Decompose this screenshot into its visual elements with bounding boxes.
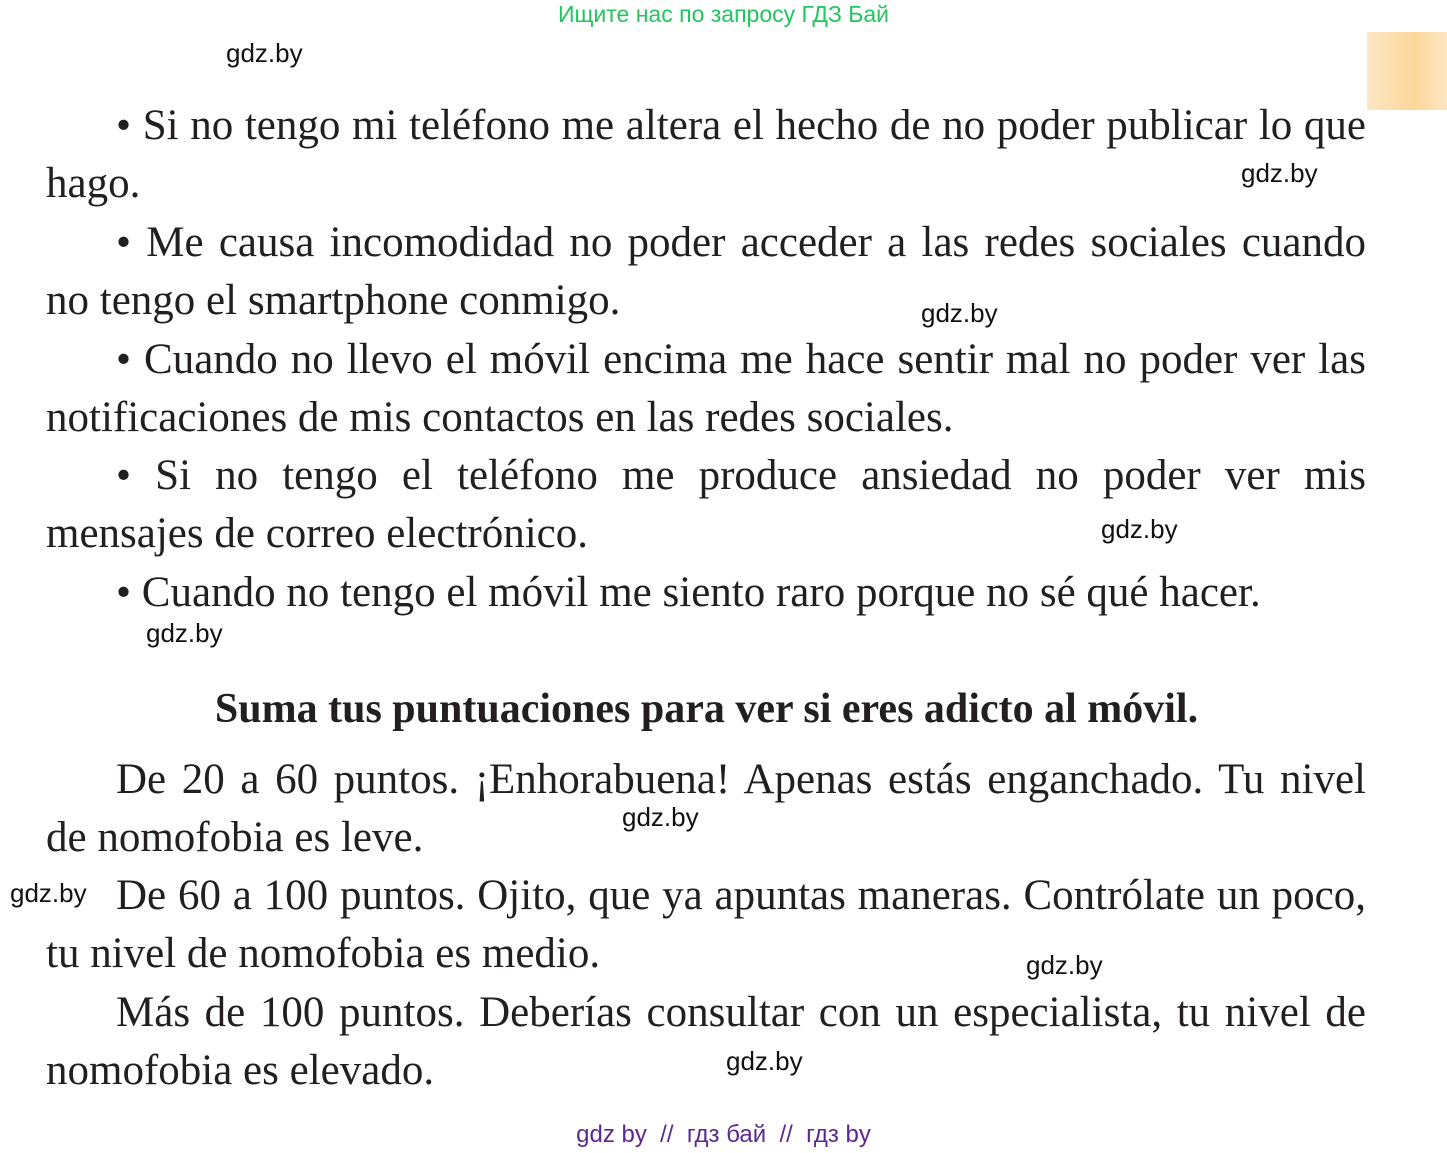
- top-banner[interactable]: Ищите нас по запросу ГДЗ Бай: [557, 1, 890, 27]
- watermark: gdz.by: [1101, 514, 1178, 544]
- watermark: gdz.by: [726, 1046, 803, 1076]
- bullet-item: • Me causa incomodidad no poder acceder a las redes sociales cuando no tengo el smartphone conmigo.: [46, 219, 1366, 324]
- bullet-item: • Cuando no tengo el móvil me siento raro porque no sé qué hacer.: [116, 569, 1261, 616]
- result-paragraph: Más de 100 puntos. Deberías consultar con un especialista, tu nivel de nomofobia es elevado.: [46, 989, 1366, 1094]
- bullet-item: • Si no tengo el teléfono me produce ansiedad no poder ver mis mensajes de correo electrónico.: [46, 452, 1366, 557]
- watermark: gdz.by: [921, 298, 998, 328]
- corner-decoration: [1367, 32, 1447, 110]
- footer-links[interactable]: gdz by // гдз бай // гдз by: [576, 1121, 871, 1148]
- watermark: gdz.by: [622, 802, 699, 832]
- watermark: gdz.by: [1241, 158, 1318, 188]
- result-paragraph: De 20 a 60 puntos. ¡Enhorabuena! Apenas estás enganchado. Tu nivel de nomofobia es leve.: [46, 756, 1366, 861]
- watermark: gdz.by: [10, 878, 87, 908]
- section-heading: Suma tus puntuaciones para ver si eres adicto al móvil.: [214, 686, 1199, 732]
- bullet-item: • Cuando no llevo el móvil encima me hace sentir mal no poder ver las notificaciones de mis contactos en las redes sociales.: [46, 336, 1366, 441]
- watermark: gdz.by: [146, 618, 223, 648]
- result-paragraph: De 60 a 100 puntos. Ojito, que ya apuntas maneras. Contrólate un poco, tu nivel de nomofobia es medio.: [46, 872, 1366, 977]
- watermark: gdz.by: [1026, 950, 1103, 980]
- watermark: gdz.by: [226, 38, 303, 68]
- bullet-item: • Si no tengo mi teléfono me altera el hecho de no poder publicar lo que hago.: [46, 102, 1366, 207]
